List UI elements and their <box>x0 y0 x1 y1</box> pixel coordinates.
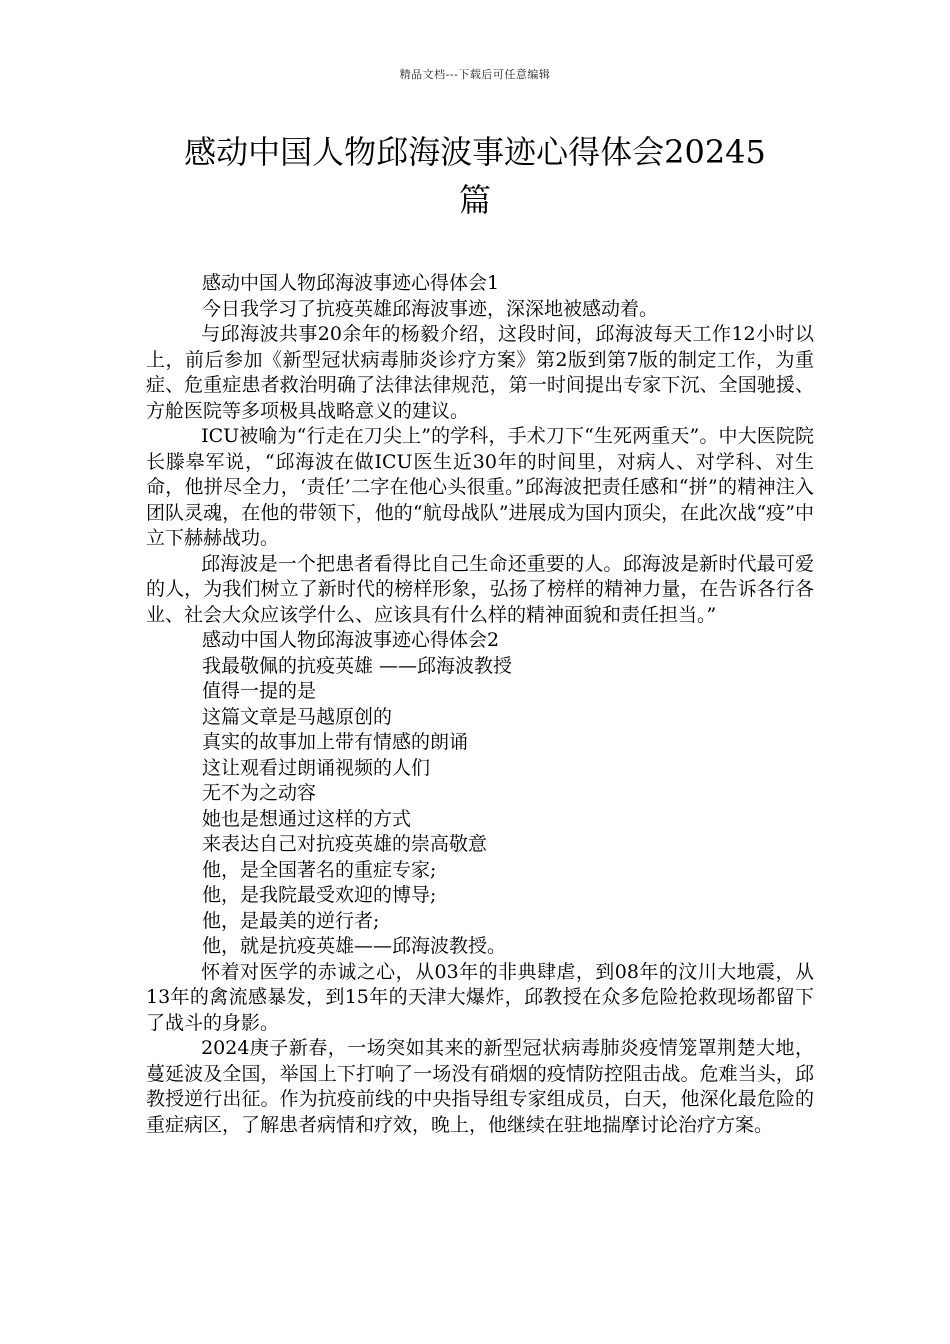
poem-line: 这让观看过朗诵视频的人们 <box>202 756 431 779</box>
poem-line: 值得一提的是 <box>202 680 317 702</box>
poem-line: 来表达自己对抗疫英雄的崇高敬意 <box>202 833 488 855</box>
paragraph-3: ICU被喻为“行走在刀尖上”的学科，手术刀下“生死两重天”。中大医院院长滕皋军说，“邱海波在做ICU医生近30年的时间里，对病人、对学科、对生命，他拼尽全力，‘责任’二字在他心头很重。”邱海波把责任感和“拼”的精神注入团队灵魂，在他的带领下，他的“航母战队”进展成为国内顶尖，在此次战“疫”中立下赫赫战功。 <box>146 425 814 549</box>
poem-line: 无不为之动容 <box>202 782 317 804</box>
title-line-2: 篇 <box>458 181 491 219</box>
document-title <box>120 128 830 224</box>
section-heading-1: 感动中国人物邱海波事迹心得体会1 <box>202 272 500 294</box>
paragraph-2: 与邱海波共事20余年的杨毅介绍，这段时间，邱海波每天工作12小时以上，前后参加《新型冠状病毒肺炎诊疗方案》第2版到第7版的制定工作，为重症、危重症患者救治明确了法律法律规范，第一时间提出专家下沉、全国驰援、方舱医院等多项极具战略意义的建议。 <box>146 323 814 422</box>
paragraph-1: 今日我学习了抗疫英雄邱海波事迹，深深地被感动着。 <box>202 297 659 320</box>
paragraph-5: 怀着对医学的赤诚之心，从03年的非典肆虐，到08年的汶川大地震，从13年的禽流感暴发，到15年的天津大爆炸，邱教授在众多危险抢救现场都留下了战斗的身影。 <box>146 960 814 1034</box>
title-line-1: 感动中国人物邱海波事迹心得体会20245 <box>184 133 766 171</box>
poem-line: 我最敬佩的抗疫英雄 ——邱海波教授 <box>202 654 513 677</box>
section-heading-2: 感动中国人物邱海波事迹心得体会2 <box>202 629 500 651</box>
document-body <box>146 271 814 1138</box>
paragraph-4: 邱海波是一个把患者看得比自己生命还重要的人。邱海波是新时代最可爱的人，为我们树立了新时代的榜样形象，弘扬了榜样的精神力量，在告诉各行各业、社会大众应该学什么、应该具有什么样的精神面貌和责任担当。” <box>146 552 814 626</box>
paragraph-6: 2024庚子新春，一场突如其来的新型冠状病毒肺炎疫情笼罩荆楚大地，蔓延波及全国，举国上下打响了一场没有硝烟的疫情防控阻击战。危难当头，邱教授逆行出征。作为抗疫前线的中央指导组专家组成员，白天，他深化最危险的重症病区，了解患者病情和疗效，晚上，他继续在驻地揣摩讨论治疗方案。 <box>146 1037 814 1136</box>
page-header-note: 精品文档---下载后可任意编辑 <box>399 68 551 81</box>
poem-line: 真实的故事加上带有情感的朗诵 <box>202 731 469 753</box>
poem-line: 他，是全国著名的重症专家; <box>202 858 437 881</box>
poem-line: 他，就是抗疫英雄——邱海波教授。 <box>202 935 507 957</box>
poem-line: 这篇文章是马越原创的 <box>202 705 393 728</box>
poem-line: 他，是我院最受欢迎的博导; <box>202 884 437 906</box>
poem-line: 她也是想通过这样的方式 <box>202 807 412 830</box>
poem-line: 他，是最美的逆行者; <box>202 909 380 932</box>
